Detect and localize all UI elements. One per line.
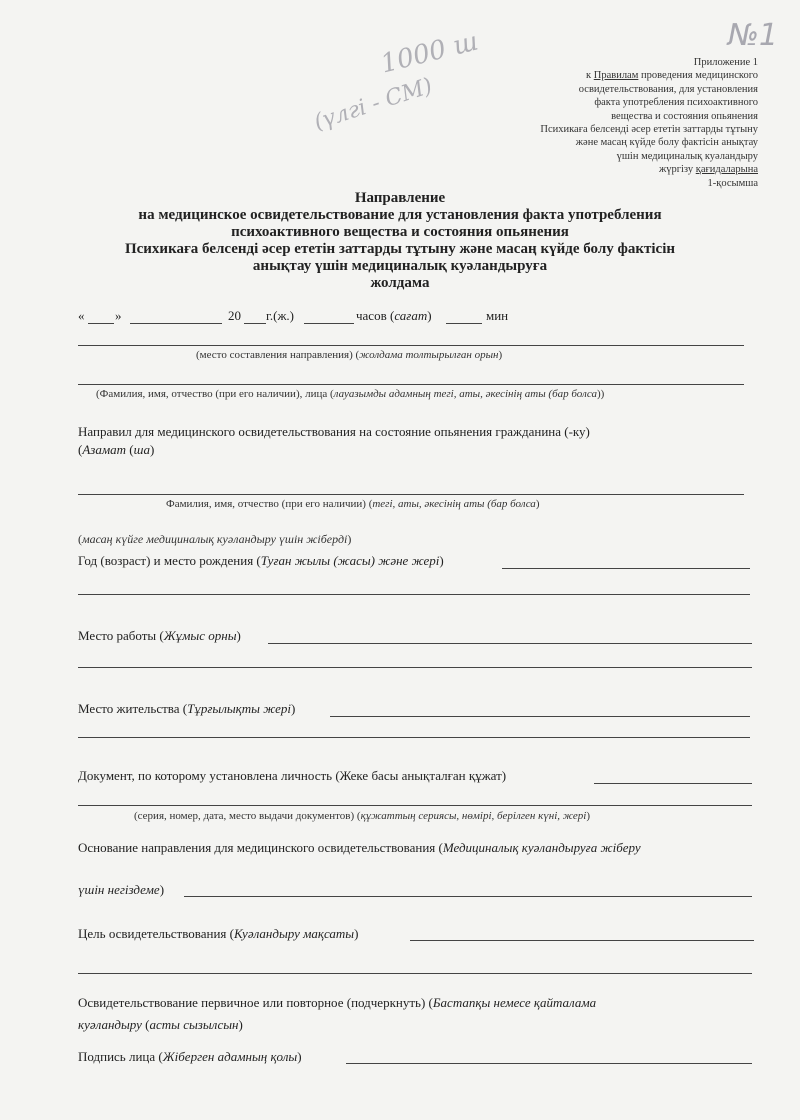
appendix-line: Психикаға белсенді әсер ететін заттарды тұтыну bbox=[540, 124, 758, 136]
title-line: на медицинское освидетельствование для установления факта употребления bbox=[138, 207, 662, 223]
paren: ) bbox=[159, 882, 165, 897]
paren: ) bbox=[439, 553, 444, 568]
label-ru: Основание направления для медицинского освидетельствования ( bbox=[78, 840, 443, 855]
caption-kz: жолдама толтырылған орын bbox=[359, 349, 499, 361]
title-line: психоактивного вещества и состояния опьянения bbox=[231, 224, 569, 240]
document-title bbox=[0, 190, 800, 292]
handwritten-note-top: 1000 ш bbox=[377, 26, 482, 80]
citizen-name-caption bbox=[166, 498, 539, 510]
birth-label bbox=[78, 553, 444, 569]
paren: ( bbox=[78, 532, 82, 546]
label-kz: үшін негіздеме bbox=[78, 882, 160, 897]
caption-ru: (место составления направления) ( bbox=[196, 349, 360, 361]
primary-label bbox=[78, 995, 596, 1011]
paren: ) bbox=[297, 1049, 302, 1064]
minutes-field[interactable] bbox=[446, 323, 482, 324]
hours-text: часов bbox=[356, 308, 387, 323]
label-kz: Туған жылы (жасы) және жері bbox=[260, 553, 440, 568]
label-kz: Жіберген адамның қолы bbox=[162, 1049, 298, 1064]
sent-kz-caption bbox=[78, 532, 351, 547]
label-kz: Медициналық куәландыруға жіберу bbox=[442, 840, 641, 855]
citizen-kz: Азамат bbox=[82, 442, 127, 457]
purpose-label bbox=[78, 926, 358, 942]
work-field[interactable] bbox=[268, 643, 752, 644]
title-line: Психикаға белсенді әсер ететін заттарды тұтыну және масаң күйде болу фактісін bbox=[124, 241, 676, 257]
month-field[interactable] bbox=[130, 323, 222, 324]
basis-label-kz bbox=[78, 882, 164, 898]
date-open-quote: « bbox=[78, 308, 85, 323]
label-ru: Год (возраст) и место рождения ( bbox=[78, 553, 261, 568]
paren: ) bbox=[354, 926, 359, 941]
paren: ( bbox=[78, 442, 83, 457]
label-ru: Место работы ( bbox=[78, 628, 164, 643]
label-kz: Тұрғылықты жері bbox=[187, 701, 291, 716]
caption-kz: масаң күйге медициналық куәландыру үшін жіберді bbox=[82, 532, 348, 546]
rules-link[interactable]: Правилам bbox=[593, 70, 639, 82]
birth-field-continued[interactable] bbox=[78, 594, 750, 595]
paren: ) bbox=[236, 628, 241, 643]
title-line: Направление bbox=[354, 190, 446, 206]
day-field[interactable] bbox=[88, 323, 114, 324]
year-prefix: 20 bbox=[228, 308, 241, 323]
corner-page-mark: №1 bbox=[727, 18, 778, 53]
handwritten-note-bottom: (үлгі - СМ) bbox=[311, 73, 436, 136]
appendix-text: жүргізу bbox=[658, 164, 696, 176]
label-kz: Бастапқы немесе қайталама bbox=[432, 995, 597, 1010]
appendix-line: вещества и состояния опьянения bbox=[611, 110, 758, 122]
caption-end: ) bbox=[535, 498, 540, 510]
purpose-field-continued[interactable] bbox=[78, 973, 752, 974]
appendix-line: және масаң күйде болу фактісін анықтау bbox=[575, 137, 758, 149]
sent-label-kz bbox=[78, 442, 154, 458]
label-ru: Место жительства ( bbox=[78, 701, 188, 716]
paren: ( bbox=[126, 442, 134, 457]
date-close-quote: » bbox=[115, 308, 122, 323]
label-kz: куәландыру bbox=[78, 1017, 142, 1032]
signature-label bbox=[78, 1049, 302, 1065]
minutes-label: мин bbox=[486, 308, 509, 323]
label-kz: асты сызылсын bbox=[149, 1017, 239, 1032]
work-field-continued[interactable] bbox=[78, 667, 752, 668]
official-name-field[interactable] bbox=[78, 384, 744, 385]
place-field[interactable] bbox=[78, 345, 744, 346]
caption-kz: тегі, аты, әкесінің аты (бар болса bbox=[372, 498, 536, 510]
purpose-field[interactable] bbox=[410, 940, 754, 941]
official-name-caption bbox=[96, 388, 604, 400]
appendix-line bbox=[458, 69, 758, 82]
rules-link-kz[interactable]: қағидаларына bbox=[695, 164, 758, 176]
label-ru: Освидетельствование первичное или повторное (подчеркнуть) ( bbox=[78, 995, 433, 1010]
appendix-line: факта употребления психоактивного bbox=[594, 97, 758, 109]
appendix-line: освидетельствования, для установления bbox=[578, 83, 758, 95]
hours-label: часов (сағат) bbox=[356, 308, 432, 323]
appendix-text: проведения медицинского bbox=[638, 70, 758, 82]
caption-end: ) bbox=[498, 349, 503, 361]
appendix-line: үшін медициналық куәландыру bbox=[616, 150, 758, 162]
paren: ) bbox=[238, 1017, 243, 1032]
primary-label-kz bbox=[78, 1017, 243, 1033]
caption-ru: (Фамилия, имя, отчество (при его наличии), лица ( bbox=[96, 388, 334, 400]
citizen-name-field[interactable] bbox=[78, 494, 744, 495]
caption-kz: лауазымды адамның тегі, аты, әкесінің аты (бар болса bbox=[333, 388, 598, 400]
caption-ru: Фамилия, имя, отчество (при его наличии) ( bbox=[166, 498, 373, 510]
paren: ) bbox=[291, 701, 296, 716]
appendix-line: Приложение 1 bbox=[693, 57, 758, 68]
basis-field[interactable] bbox=[184, 896, 752, 897]
residence-label bbox=[78, 701, 295, 717]
hours-text-kz: сағат bbox=[394, 308, 428, 323]
appendix-line: 1-қосымша bbox=[707, 177, 758, 189]
caption-ru: (серия, номер, дата, место выдачи документов) ( bbox=[134, 810, 361, 822]
appendix-header bbox=[458, 56, 758, 190]
document-label: Документ, по которому установлена личность (Жеке басы анықталған құжат) bbox=[78, 768, 507, 783]
citizen-kz-suffix: ша bbox=[133, 442, 150, 457]
document-field-continued[interactable] bbox=[78, 805, 752, 806]
title-line: жолдама bbox=[370, 275, 430, 291]
work-label bbox=[78, 628, 241, 644]
residence-field-continued[interactable] bbox=[78, 737, 750, 738]
residence-field[interactable] bbox=[330, 716, 750, 717]
document-caption bbox=[134, 810, 590, 822]
year-suffix: г.(ж.) bbox=[266, 308, 295, 323]
label-ru: Цель освидетельствования ( bbox=[78, 926, 234, 941]
caption-kz: құжаттың сериясы, нөмірі, берілген күні, жері bbox=[360, 810, 587, 822]
basis-label bbox=[78, 840, 641, 856]
paren: ( bbox=[141, 1017, 150, 1032]
caption-end: ) bbox=[586, 810, 590, 822]
year-field[interactable] bbox=[244, 323, 266, 324]
hours-field[interactable] bbox=[304, 323, 354, 324]
label-kz: Жұмыс орны bbox=[163, 628, 237, 643]
appendix-text: к bbox=[586, 70, 594, 82]
appendix-line bbox=[458, 163, 758, 176]
caption-end: )) bbox=[597, 388, 605, 400]
paren: ) bbox=[149, 442, 155, 457]
sent-label: Направил для медицинского освидетельствования на состояние опьянения гражданина (-ку) bbox=[78, 424, 590, 439]
signature-field[interactable] bbox=[346, 1063, 752, 1064]
label-ru: Подпись лица ( bbox=[78, 1049, 163, 1064]
paren: ) bbox=[347, 532, 352, 546]
title-line: анықтау үшін медициналық куәландыруға bbox=[252, 258, 548, 274]
place-caption bbox=[196, 349, 502, 361]
label-kz: Куәландыру мақсаты bbox=[233, 926, 355, 941]
birth-field[interactable] bbox=[502, 568, 750, 569]
document-field[interactable] bbox=[594, 783, 752, 784]
